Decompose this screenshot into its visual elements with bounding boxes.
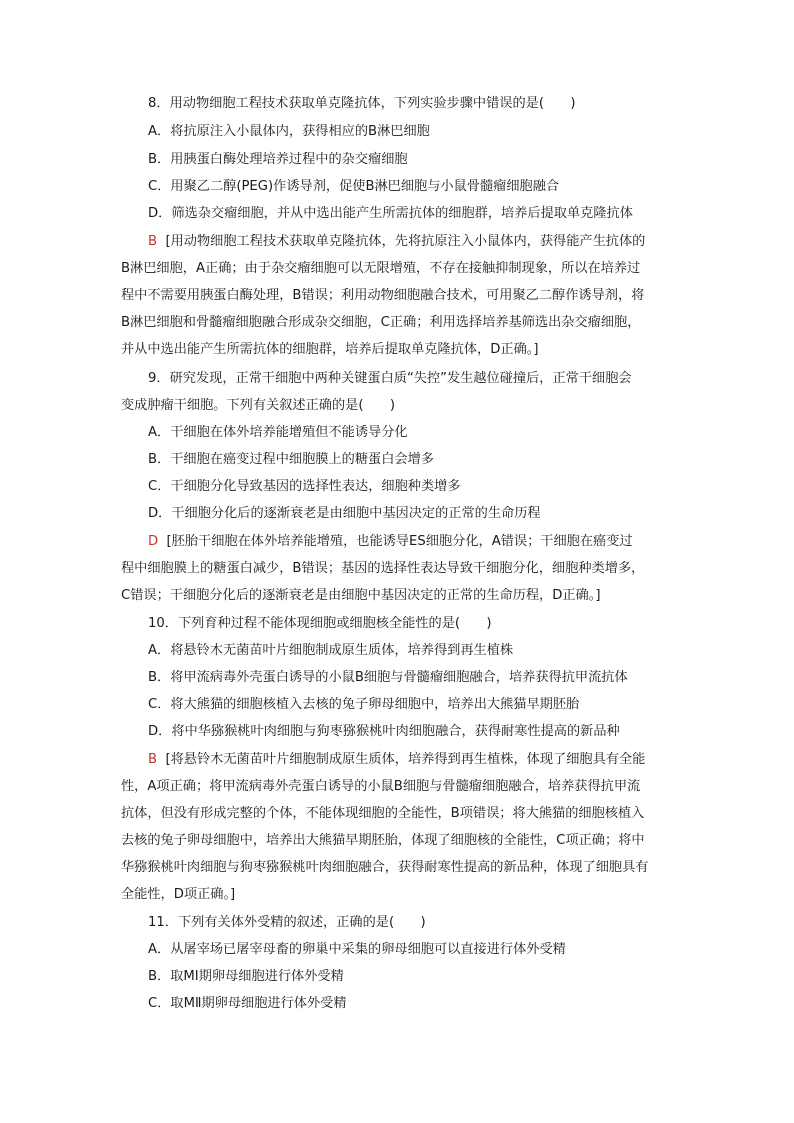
question-11-option-b: B．取MⅠ期卵母细胞进行体外受精 (148, 969, 344, 984)
question-10-answer-line-2: 性，A项正确；将甲流病毒外壳蛋白诱导的小鼠B细胞与骨髓瘤细胞融合，培养获得抗甲流 (121, 779, 641, 794)
question-8-answer-line-2: B淋巴细胞，A正确；由于杂交瘤细胞可以无限增殖，不存在接触抑制现象，所以在培养过 (121, 261, 641, 276)
question-10-answer-text-1: [将悬铃木无菌苗叶片细胞制成原生质体，培养得到再生植株，体现了细胞具有全能 (157, 752, 646, 767)
question-9-answer-line-1 (148, 528, 633, 555)
question-9-stem-line-1: 9．研究发现，正常干细胞中两种关键蛋白质“失控”发生越位碰撞后，正常干细胞会 (148, 371, 632, 386)
question-11-option-a: A．从屠宰场已屠宰母畜的卵巢中采集的卵母细胞可以直接进行体外受精 (148, 942, 566, 957)
question-10-option-d: D．将中华猕猴桃叶肉细胞与狗枣猕猴桃叶肉细胞融合，获得耐寒性提高的新品种 (148, 724, 620, 739)
question-10-answer-line-6: 全能性，D项正确。] (121, 887, 236, 902)
question-10-answer-letter: B (148, 752, 158, 767)
question-10-option-b: B．将甲流病毒外壳蛋白诱导的小鼠B细胞与骨髓瘤细胞融合，培养获得抗甲流抗体 (148, 670, 628, 685)
question-9-answer-line-3: C错误；干细胞分化后的逐渐衰老是由细胞中基因决定的正常的生命历程，D正确。] (121, 588, 601, 603)
question-9-option-a: A．干细胞在体外培养能增殖但不能诱导分化 (148, 425, 408, 440)
question-9-option-c: C．干细胞分化导致基因的选择性表达，细胞种类增多 (148, 479, 461, 494)
question-8-answer-line-3: 程中不需要用胰蛋白酶处理，B错误；利用动物细胞融合技术，可用聚乙二醇作诱导剂，将 (121, 288, 645, 303)
question-8-answer-text-1: [用动物细胞工程技术获取单克隆抗体，先将抗原注入小鼠体内，获得能产生抗体的 (157, 234, 646, 249)
question-11-option-c: C．取MⅡ期卵母细胞进行体外受精 (148, 996, 347, 1011)
question-9-answer-letter: D (148, 534, 159, 549)
question-8-answer-letter: B (148, 234, 158, 249)
question-10-answer-line-1 (148, 746, 645, 773)
question-10-answer-line-3: 抗体，但没有形成完整的个体，不能体现细胞的全能性，B项错误；将大熊猫的细胞核植入 (121, 806, 645, 821)
question-10-answer-line-4: 去核的兔子卵母细胞中，培养出大熊猫早期胚胎，体现了细胞核的全能性，C项正确；将中 (121, 833, 645, 848)
question-10-option-c: C．将大熊猫的细胞核植入去核的兔子卵母细胞中，培养出大熊猫早期胚胎 (148, 697, 580, 712)
question-9-option-d: D．干细胞分化后的逐渐衰老是由细胞中基因决定的正常的生命历程 (148, 506, 541, 521)
question-10-stem: 10．下列育种过程不能体现细胞或细胞核全能性的是( ) (148, 616, 492, 631)
question-8-option-a: A．将抗原注入小鼠体内，获得相应的B淋巴细胞 (148, 124, 430, 139)
question-8-answer-line-1 (148, 228, 645, 255)
question-8-answer-line-5: 并从中选出能产生所需抗体的细胞群，培养后提取单克隆抗体，D正确。] (121, 342, 539, 357)
question-8-answer-line-4: B淋巴细胞和骨髓瘤细胞融合形成杂交细胞，C正确；利用选择培养基筛选出杂交瘤细胞， (121, 315, 641, 330)
question-11-stem: 11．下列有关体外受精的叙述，正确的是( ) (148, 915, 426, 930)
question-10-answer-line-5: 华猕猴桃叶肉细胞与狗枣猕猴桃叶肉细胞融合，获得耐寒性提高的新品种，体现了细胞具有 (121, 860, 649, 875)
question-9-answer-text-1: [胚胎干细胞在体外培养能增殖，也能诱导ES细胞分化，A错误；干细胞在癌变过 (158, 534, 633, 549)
question-9-option-b: B．干细胞在癌变过程中细胞膜上的糖蛋白会增多 (148, 452, 434, 467)
question-9-stem-line-2: 变成肿瘤干细胞。下列有关叙述正确的是( ) (121, 398, 396, 413)
question-9-answer-line-2: 程中细胞膜上的糖蛋白减少，B错误；基因的选择性表达导致干细胞分化，细胞种类增多， (121, 561, 645, 576)
question-8-option-d: D．筛选杂交瘤细胞，并从中选出能产生所需抗体的细胞群，培养后提取单克隆抗体 (148, 206, 633, 221)
question-8-stem: 8．用动物细胞工程技术获取单克隆抗体，下列实验步骤中错误的是( ) (148, 96, 576, 111)
question-8-option-b: B．用胰蛋白酶处理培养过程中的杂交瘤细胞 (148, 152, 408, 167)
question-8-option-c: C．用聚乙二醇(PEG)作诱导剂，促使B淋巴细胞与小鼠骨髓瘤细胞融合 (148, 179, 560, 194)
question-10-option-a: A．将悬铃木无菌苗叶片细胞制成原生质体，培养得到再生植株 (148, 643, 514, 658)
